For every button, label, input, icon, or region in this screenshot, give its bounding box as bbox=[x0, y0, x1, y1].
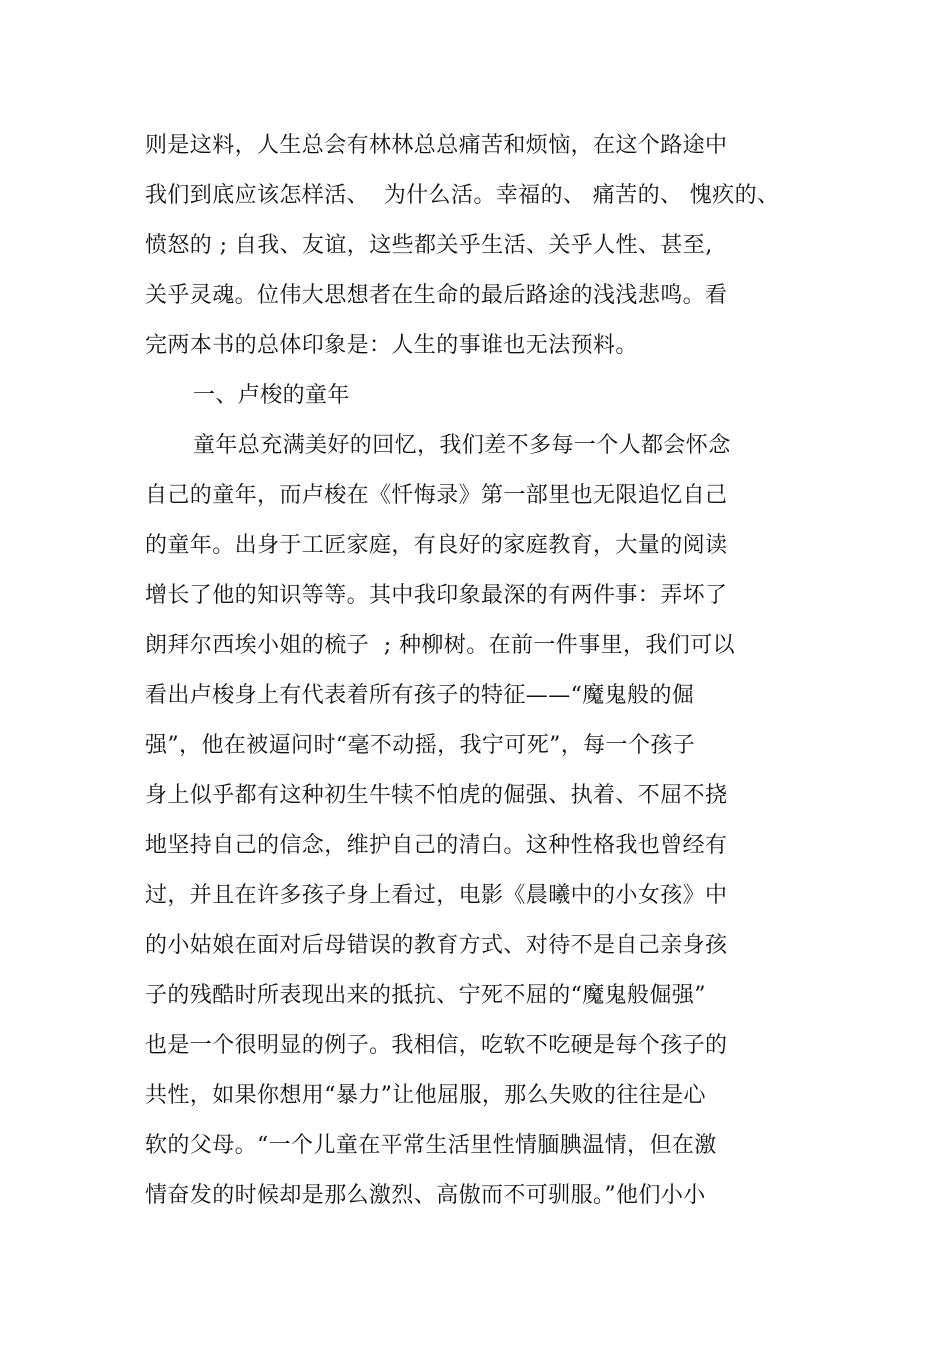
text-line: 子的残酷时所表现出来的抵抗、宁死不屈的“魔鬼般倔强” bbox=[145, 983, 706, 1008]
text-line: 关乎灵魂。位伟大思想者在生命的最后路途的浅浅悲鸣。看 bbox=[145, 283, 728, 308]
text-line: 过，并且在许多孩子身上看过，电影《晨曦中的小女孩》中 bbox=[145, 883, 728, 908]
text-line: 则是这料，人生总会有林林总总痛苦和烦恼，在这个路途中 bbox=[145, 133, 728, 158]
paragraph-start: 童年总充满美好的回忆，我们差不多每一个人都会怀念 bbox=[193, 433, 731, 458]
text-line: 朗拜尔西埃小姐的梳子 ; 种柳树。在前一件事里，我们可以 bbox=[145, 633, 735, 658]
text-line: 的小姑娘在面对后母错误的教育方式、对待不是自己亲身孩 bbox=[145, 933, 728, 958]
body-text bbox=[145, 121, 865, 1221]
text-line: 看出卢梭身上有代表着所有孩子的特征——“魔鬼般的倔 bbox=[145, 683, 695, 708]
text-line: 也是一个很明显的例子。我相信，吃软不吃硬是每个孩子的 bbox=[145, 1033, 728, 1058]
text-line: 的童年。出身于工匠家庭，有良好的家庭教育，大量的阅读 bbox=[145, 533, 728, 558]
text-line: 软的父母。“一个儿童在平常生活里性情腼腆温情，但在激 bbox=[145, 1133, 717, 1158]
text-line: 情奋发的时候却是那么激烈、高傲而不可驯服。”他们小小 bbox=[145, 1183, 706, 1208]
text-line: 地坚持自己的信念，维护自己的清白。这种性格我也曾经有 bbox=[145, 833, 728, 858]
text-line: 共性，如果你想用“暴力”让他屈服，那么失败的往往是心 bbox=[145, 1083, 706, 1108]
text-line: 我们到底应该怎样活、 为什么活。幸福的、 痛苦的、 愧疚的、 bbox=[145, 183, 780, 208]
text-line: 增长了他的知识等等。其中我印象最深的有两件事：弄坏了 bbox=[145, 583, 728, 608]
text-line: 完两本书的总体印象是：人生的事谁也无法预料。 bbox=[145, 333, 638, 358]
section-heading: 一、卢梭的童年 bbox=[193, 383, 350, 408]
text-line: 身上似乎都有这种初生牛犊不怕虎的倔强、执着、不屈不挠 bbox=[145, 783, 728, 808]
text-line: 强”，他在被逼问时“毫不动摇，我宁可死”，每一个孩子 bbox=[145, 733, 696, 758]
text-line: 自己的童年，而卢梭在《忏悔录》第一部里也无限追忆自己 bbox=[145, 483, 728, 508]
text-line: 愤怒的 ; 自我、友谊，这些都关乎生活、关乎人性、甚至, bbox=[145, 233, 713, 258]
